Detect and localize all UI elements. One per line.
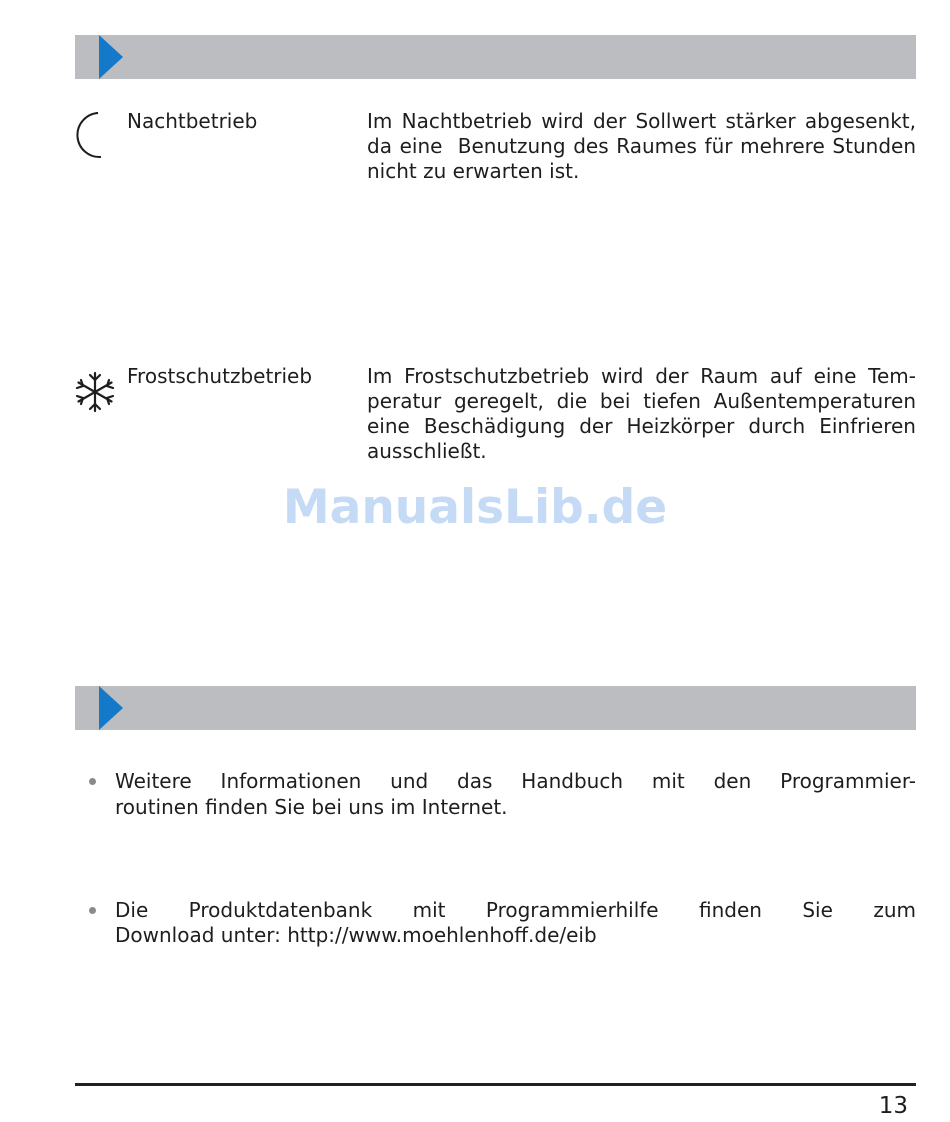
bullet-text-line: Die Produktdatenbank mit Programmierhilfe finden Sie zum [115,898,916,922]
bullet-icon [89,907,96,914]
page-number: 13 [878,1093,908,1119]
mode-label-nachtbetrieb: Nachtbetrieb [127,109,258,133]
text-line: nicht zu erwarten ist. [367,159,580,183]
mode-description-frostschutzbetrieb [367,364,916,464]
text-line: da eine Benutzung des Raumes für mehrere Stunden [367,134,916,158]
moon-icon [71,110,107,160]
snowflake-icon [73,370,117,414]
section-header-bar [75,35,916,79]
arrow-right-icon [99,35,123,79]
watermark: ManualsLib.de [282,480,668,535]
mode-description-nachtbetrieb [367,109,916,184]
text-line: ausschließt. [367,439,487,463]
bullet-text-line: routinen finden Sie bei uns im Internet. [115,795,508,819]
footer-rule [75,1083,916,1086]
text-line: Im Frostschutzbetrieb wird der Raum auf eine Tem- [367,364,916,388]
bullet-text-line: Download unter: http://www.moehlenhoff.de/eib [115,923,597,947]
section-header-bar [75,686,916,730]
bullet-icon [89,778,96,785]
text-line: Im Nachtbetrieb wird der Sollwert stärker abgesenkt, [367,109,916,133]
text-line: peratur geregelt, die bei tiefen Außentemperaturen [367,389,916,413]
text-line: eine Beschädigung der Heizkörper durch Einfrieren [367,414,916,438]
mode-label-frostschutzbetrieb: Frostschutzbetrieb [127,364,313,388]
bullet-text-line: Weitere Informationen und das Handbuch mit den Programmier- [115,769,916,793]
arrow-right-icon [99,686,123,730]
